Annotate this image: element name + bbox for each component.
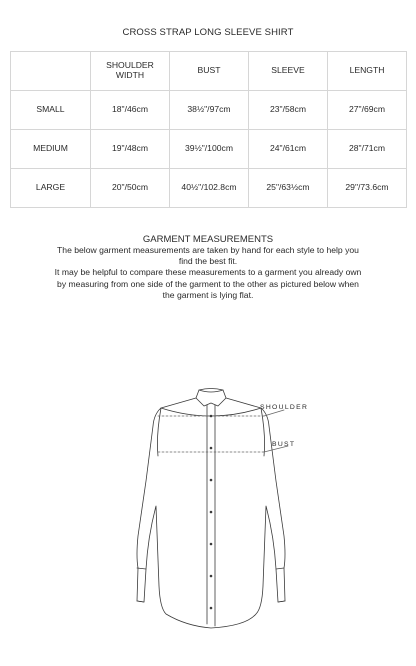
table-cell: 27"/69cm — [328, 91, 407, 130]
shoulder-callout: SHOULDER — [260, 404, 309, 411]
table-header-row — [11, 52, 407, 91]
table-cell: 28"/71cm — [328, 130, 407, 169]
table-cell: 19"/48cm — [91, 130, 170, 169]
table-cell: 25"/63½cm — [249, 169, 328, 208]
collar-outline — [196, 389, 226, 407]
placket-buttons — [210, 415, 213, 610]
size-label-cell: SMALL — [11, 91, 91, 130]
shirt-diagram — [126, 386, 296, 646]
button — [210, 543, 213, 546]
size-chart-table — [10, 51, 407, 208]
button — [210, 607, 213, 610]
table-cell: 18"/46cm — [91, 91, 170, 130]
measurements-description — [50, 245, 366, 301]
measurements-title: GARMENT MEASUREMENTS — [142, 234, 274, 245]
size-label-cell: MEDIUM — [11, 130, 91, 169]
placket — [207, 405, 215, 626]
table-row — [11, 91, 407, 130]
button — [210, 479, 213, 482]
button — [210, 415, 213, 418]
button — [210, 447, 213, 450]
table-row — [11, 169, 407, 208]
button — [210, 511, 213, 514]
table-header-cell: SLEEVE — [249, 52, 328, 91]
page-title: CROSS STRAP LONG SLEEVE SHIRT — [122, 27, 294, 38]
measurements-paragraph: It may be helpful to compare these measurements to a garment you already own by measuring from one side of the garment to the other as pictured below when the garment is lying flat. — [54, 267, 362, 300]
table-header-cell: LENGTH — [328, 52, 407, 91]
button — [210, 575, 213, 578]
table-cell: 38½"/97cm — [170, 91, 249, 130]
measurements-paragraph: The below garment measurements are taken by hand for each style to help you find the best fit. — [57, 245, 359, 267]
bust-callout: BUST — [272, 441, 296, 448]
table-cell: 24"/61cm — [249, 130, 328, 169]
table-cell: 29"/73.6cm — [328, 169, 407, 208]
table-cell: 23"/58cm — [249, 91, 328, 130]
size-label-cell: LARGE — [11, 169, 91, 208]
table-header-cell: BUST — [170, 52, 249, 91]
table-header-cell: SHOULDER WIDTH — [91, 52, 170, 91]
table-header-cell — [11, 52, 91, 91]
table-row — [11, 130, 407, 169]
table-cell: 40½"/102.8cm — [170, 169, 249, 208]
collar-band — [199, 390, 223, 392]
table-cell: 20"/50cm — [91, 169, 170, 208]
table-cell: 39½"/100cm — [170, 130, 249, 169]
